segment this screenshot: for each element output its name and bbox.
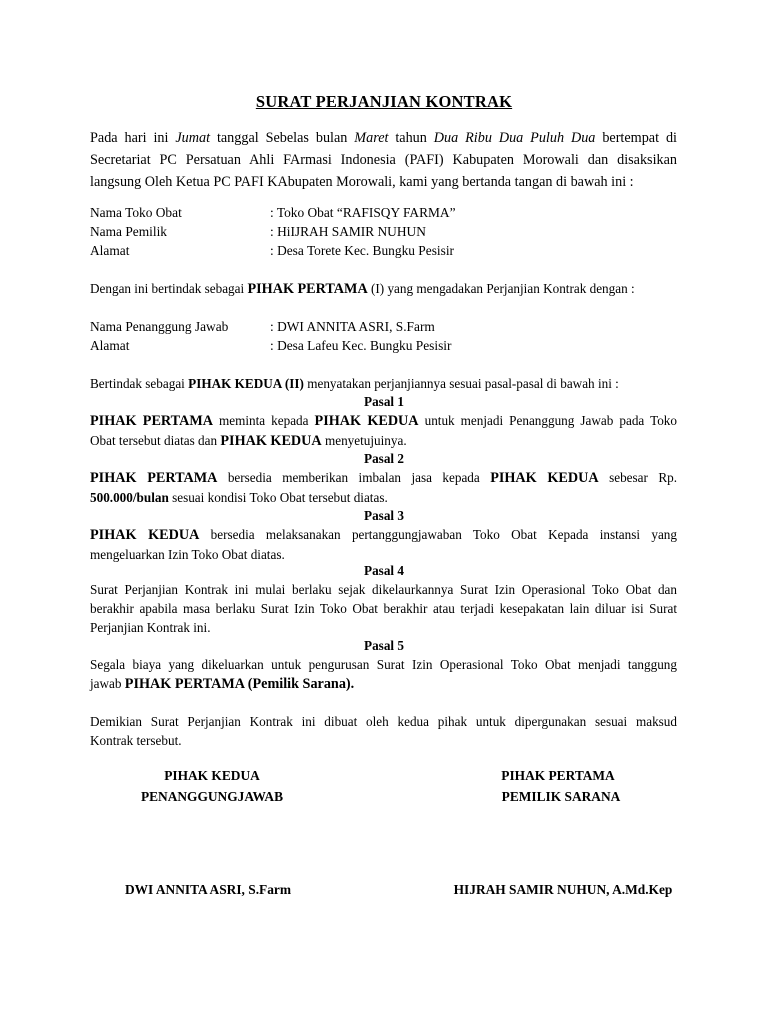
- pasal-5-body: [90, 655, 677, 694]
- pasal-3-line-1: [90, 525, 677, 545]
- party-name: PIHAK KEDUA (II): [188, 376, 304, 391]
- intro-paragraph: [90, 127, 677, 193]
- intro-month: Maret: [354, 130, 389, 146]
- clause-text: bersedia memberikan imbalan jasa kepada: [217, 470, 491, 485]
- party-name: PIHAK PERTAMA: [90, 470, 218, 486]
- pasal-4-line-2: berakhir apabila masa berlaku Surat Izin Toko Obat berakhir atau terjadi kesepakatan lain diluar isi Surat: [90, 601, 677, 616]
- document-title: SURAT PERJANJIAN KONTRAK: [255, 92, 513, 111]
- field-value: : HiIJRAH SAMIR NUHUN: [270, 224, 426, 239]
- pasal-5-line-1: Segala biaya yang dikeluarkan untuk pengurusan Surat Izin Operasional Toko Obat menjadi tanggung: [90, 657, 677, 672]
- pasal-4-line-1: Surat Perjanjian Kontrak ini mulai berlaku sejak dikelaurkannya Surat Izin Operasional Toko Obat dan: [90, 582, 677, 597]
- pasal-3-body: [90, 525, 677, 564]
- intro-day: Jumat: [175, 130, 211, 146]
- signature-right-role: PEMILIK SARANA: [501, 789, 621, 804]
- closing-line-1: Demikian Surat Perjanjian Kontrak ini dibuat oleh kedua pihak untuk dipergunakan sesuai maksud: [90, 714, 677, 729]
- field-label: Alamat: [90, 243, 130, 258]
- second-party-statement: [90, 374, 619, 393]
- statement-text: Dengan ini bertindak sebagai: [90, 281, 248, 296]
- pasal-2-heading: Pasal 2: [364, 451, 404, 466]
- pasal-2-line-2: [90, 488, 677, 507]
- clause-text: meminta kepada: [212, 413, 315, 428]
- party-name: PIHAK KEDUA: [220, 433, 322, 449]
- clause-text: Obat tersebut diatas dan: [90, 433, 221, 448]
- signature-left-title: PIHAK KEDUA: [164, 768, 260, 783]
- intro-text: Pada hari ini: [90, 130, 176, 146]
- intro-text: tanggal Sebelas bulan: [210, 130, 355, 146]
- pasal-1-heading: Pasal 1: [364, 394, 404, 409]
- pasal-3-heading: Pasal 3: [364, 508, 404, 523]
- pasal-4-line-3: Perjanjian Kontrak ini.: [90, 620, 211, 635]
- party-name: PIHAK PERTAMA: [247, 281, 368, 297]
- field-label: Alamat: [90, 338, 130, 353]
- signature-right-title: PIHAK PERTAMA: [501, 768, 615, 783]
- clause-text: menyetujuinya.: [321, 433, 407, 448]
- pasal-2-line-1: [90, 468, 677, 488]
- field-value: : Desa Lafeu Kec. Bungku Pesisir: [270, 338, 452, 353]
- field-value: : Desa Torete Kec. Bungku Pesisir: [270, 243, 455, 258]
- pasal-4-body: [90, 580, 677, 637]
- closing-paragraph: [90, 712, 677, 750]
- signature-right-name: HIJRAH SAMIR NUHUN, A.Md.Kep: [453, 882, 673, 897]
- intro-text: bertempat di: [595, 130, 677, 146]
- pasal-1-line-1: [90, 411, 677, 431]
- pasal-2-body: [90, 468, 677, 507]
- statement-text: Bertindak sebagai: [90, 376, 189, 391]
- signature-left-name: DWI ANNITA ASRI, S.Farm: [124, 882, 292, 897]
- pasal-1-body: [90, 411, 677, 451]
- pasal-1-line-2: [90, 431, 677, 451]
- intro-line-2: Secretariat PC Persatuan Ahli FArmasi Indonesia (PAFI) Kabupaten Morowali dan disaksikan: [90, 152, 677, 168]
- clause-text: untuk menjadi Penanggung Jawab pada Toko: [418, 413, 677, 428]
- field-label: Nama Penanggung Jawab: [90, 319, 229, 334]
- party-name: PIHAK KEDUA: [490, 470, 599, 486]
- intro-text: tahun: [388, 130, 434, 146]
- intro-year: Dua Ribu Dua Puluh Dua: [433, 130, 596, 146]
- signature-left-role: PENANGGUNGJAWAB: [140, 789, 284, 804]
- field-label: Nama Pemilik: [90, 224, 167, 239]
- intro-line-3: langsung Oleh Ketua PC PAFI KAbupaten Morowali, kami yang bertanda tangan di bawah ini :: [90, 174, 634, 190]
- clause-text: bersedia melaksanakan pertanggungjawaban Toko Obat Kepada instansi yang: [199, 527, 677, 542]
- statement-text: (I) yang mengadakan Perjanjian Kontrak dengan :: [367, 281, 635, 296]
- statement-text: menyatakan perjanjiannya sesuai pasal-pasal di bawah ini :: [303, 376, 619, 391]
- intro-line-1: [90, 127, 677, 149]
- party-name: PIHAK KEDUA: [90, 527, 200, 543]
- party-name: PIHAK KEDUA: [314, 413, 419, 429]
- field-value: : Toko Obat “RAFISQY FARMA”: [270, 205, 456, 220]
- party-name: PIHAK PERTAMA (Pemilik Sarana).: [124, 676, 355, 692]
- pasal-4-heading: Pasal 4: [364, 563, 404, 578]
- closing-line-2: Kontrak tersebut.: [90, 733, 182, 748]
- clause-text: sesuai kondisi Toko Obat tersebut diatas.: [168, 490, 388, 505]
- field-label: Nama Toko Obat: [90, 205, 182, 220]
- pasal-5-heading: Pasal 5: [364, 638, 404, 653]
- pasal-3-line-2: mengeluarkan Izin Toko Obat diatas.: [90, 547, 285, 562]
- clause-text: sebesar Rp.: [598, 470, 678, 485]
- clause-text: jawab: [90, 676, 125, 691]
- first-party-statement: [90, 279, 635, 299]
- pasal-5-line-2: [90, 674, 677, 694]
- party-name: PIHAK PERTAMA: [90, 413, 213, 429]
- amount: 500.000/bulan: [90, 490, 169, 505]
- field-value: : DWI ANNITA ASRI, S.Farm: [270, 319, 435, 334]
